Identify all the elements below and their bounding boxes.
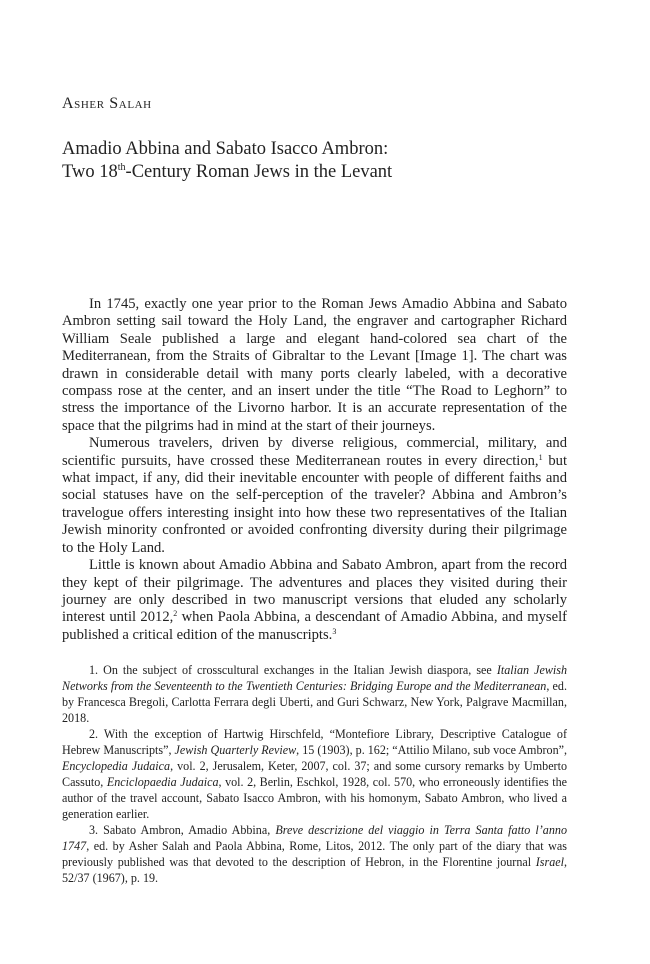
paragraph-2-part-b: but what impact, if any, did their inevitable encounter with people of different faiths and social statuses have on the self-perception of the traveler? Abbina and Ambron’s travelogue offers interesting insight into how these two representatives of the Italian Jewish minority confronted or avoided confronting diversity during their pilgrimage to the Holy Land. (62, 452, 568, 556)
footnote-ref-1: 1 (538, 452, 543, 462)
footnote-2-text-a: 2. With the exception of Hartwig Hirschfeld, “Montefiore Library, Descriptive Catalogue of Hebrew Manuscripts”, (62, 727, 567, 757)
footnote-2-text-c: , vol. 2, Jerusalem, Keter, 2007, col. 37; and some cursory remarks by Umberto Cassuto, (62, 759, 567, 789)
footnote-1-title: Italian Jewish Networks from the Seventeenth to the Twentieth Centuries: Bridging Europe and the Mediterranean (62, 663, 567, 693)
footnote-3-text-b: , ed. by Asher Salah and Paola Abbina, Rome, Litos, 2012. The only part of the diary that was previously published was that devoted to the description of Hebron, in the Florentine journal (62, 839, 567, 869)
footnote-1-text-b: , ed. by Francesca Bregoli, Carlotta Ferrara degli Uberti, and Guri Schwarz, New York, Palgrave Macmillan, 2018. (62, 679, 567, 725)
title-line-2 (62, 161, 567, 184)
footnote-2-text-d: , vol. 2, Berlin, Eschkol, 1928, col. 570, who erroneously identifies the author of the travel account, Sabato Isacco Ambron, with his homonym, Sabato Ambron, who lived a generation earlier. (62, 775, 567, 821)
author-name: Asher Salah (62, 95, 152, 112)
footnote-1 (62, 662, 567, 726)
article-title (62, 138, 567, 184)
paragraph-2-part-a: Numerous travelers, driven by diverse religious, commercial, military, and scientific pursuits, have crossed these Mediterranean routes in every direction, (62, 435, 567, 469)
footnote-2 (62, 726, 567, 822)
footnote-1-text-a: 1. On the subject of crosscultural exchanges in the Italian Jewish diaspora, see (89, 663, 497, 677)
footnote-2-title-2: Encyclopedia Judaica (62, 759, 171, 773)
footnote-3-title-2: Israel (535, 855, 564, 869)
paragraph-3 (62, 557, 567, 644)
paragraph-1: In 1745, exactly one year prior to the Roman Jews Amadio Abbina and Sabato Ambron setting sail toward the Holy Land, the engraver and cartographer Richard William Seale published a large and elegant hand-colored sea chart of the Mediterranean, from the Straits of Gibraltar to the Levant [Image 1]. The chart was drawn in considerable detail with many ports clearly labeled, with a decorative compass rose at the center, and an insert under the title “The Road to Leghorn” to stress the importance of the Livorno harbor. It is an accurate representation of the space that the pilgrims had in mind at the start of their journeys. (62, 296, 567, 434)
paragraph-2 (62, 435, 567, 557)
title-line-2-pre: Two 18 (62, 162, 118, 182)
title-superscript: th (117, 162, 126, 173)
footnote-2-text-b: , 15 (1903), p. 162; “Attilio Milano, sub voce Ambron”, (296, 743, 568, 757)
footnote-2-title-1: Jewish Quarterly Review (174, 743, 297, 757)
footnote-3-title-1: Breve descrizione del viaggio in Terra Santa fatto l’anno 1747 (62, 823, 567, 853)
body-text (62, 296, 567, 644)
footnote-2-title-3: Enciclopaedia Judaica (106, 775, 219, 789)
title-line-1: Amadio Abbina and Sabato Isacco Ambron: (62, 139, 389, 159)
paragraph-3-part-b: when Paola Abbina, a descendant of Amadio Abbina, and myself published a critical edition of the manuscripts. (62, 609, 567, 643)
footnote-3 (62, 822, 567, 886)
paragraph-3-part-a: Little is known about Amadio Abbina and Sabato Ambron, apart from the record they kept of their pilgrimage. The adventures and places they visited during their journey are only described in two manuscript versions that eluded any scholarly interest until 2012, (62, 557, 567, 626)
footnote-ref-2: 2 (173, 609, 178, 619)
footnote-3-text-a: 3. Sabato Ambron, Amadio Abbina, (89, 823, 276, 837)
title-line-2-post: -Century Roman Jews in the Levant (125, 162, 393, 182)
footnote-ref-3: 3 (332, 626, 337, 636)
footnotes (62, 662, 567, 886)
footnote-3-text-c: , 52/37 (1967), p. 19. (62, 855, 567, 885)
